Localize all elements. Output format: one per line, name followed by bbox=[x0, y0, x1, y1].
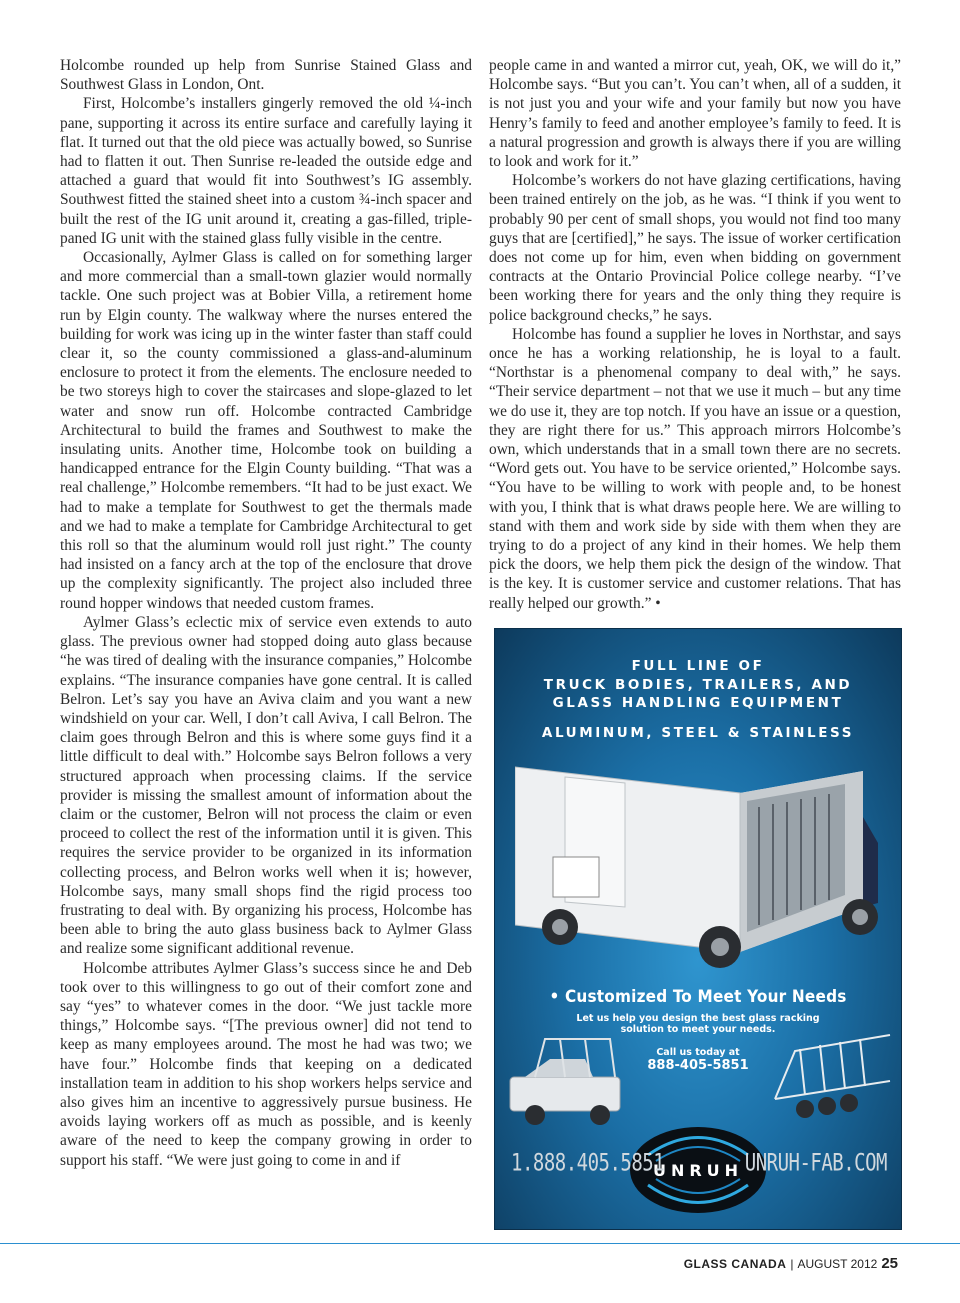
ad-headline bbox=[495, 657, 901, 713]
ad-call-label: Call us today at bbox=[656, 1047, 740, 1058]
ad-brand: UNRUH bbox=[652, 1161, 744, 1180]
ad-headline-line: GLASS HANDLING EQUIPMENT bbox=[552, 695, 844, 711]
paragraph: Holcombe has found a supplier he loves in Northstar, and says once he has a working relationship, he is loyal to a fault. “Northstar is a phenomenal company to deal with,” he says. “Their service department – not that we use it much – but any time we do use it, they are top notch. If you have an issue or a question, they are right there for us.” This approach mirrors Holcombe’s own, which understands that in a small town there are no secrets. “Word gets out. You have to be service oriented,” Holcombe says. “You have to be willing to work with people and, to be honest with you, I think that is what draws people here. We are willing to stand with them and work side by side with them when they are trying to do a project of any kind in their homes. We help them pick the doors, we help them pick the design of the window. That is the key. It is customer service and customer relations. That has really helped our growth.” • bbox=[489, 325, 901, 612]
paragraph: Holcombe rounded up help from Sunrise Stained Glass and Southwest Glass in London, Ont. bbox=[60, 57, 472, 94]
paragraph: Holcombe’s workers do not have glazing certifications, having been trained entirely on the job, as he was. “I think if you went to probably 90 per cent of small shops, you would not find too many guys that are [certified],” he says. The issue of worker certification does not come up for him, even when bidding on government contracts at the Ontario Provincial Police college nearby. “I’ve been working there for years and the only thing they require is police background checks,” he says. bbox=[489, 172, 901, 324]
unruh-advertisement[interactable] bbox=[494, 628, 902, 1230]
article-column-left bbox=[60, 56, 472, 1170]
ad-call-number[interactable]: 888-405-5851 bbox=[647, 1058, 749, 1073]
footer-rule bbox=[0, 1243, 960, 1244]
paragraph: First, Holcombe’s installers gingerly removed the old ¼-inch pane, supporting it across its entire surface and carefully laying it flat. It turned out that the old piece was actually bowed, so Sunrise had to flatten it out. Then Sunrise re-leaded the outside edge and attached a guard that would fit into Southwest’s IG assembly. Southwest fitted the stained sheet into a custom ¾-inch spacer and built the rest of the IG unit around it, creating a gas-filled, triple-paned IG unit with the stained glass fully visible in the centre. bbox=[60, 95, 472, 247]
publication-name: GLASS CANADA bbox=[683, 1257, 787, 1271]
paragraph: Aylmer Glass’s eclectic mix of service even extends to auto glass. The previous owner had stopped doing auto glass because “he was tired of dealing with the insurance companies,” Holcombe explains. “The insurance companies have gone central. It is called Belron. Let’s say you have an Aviva claim and you want a new windshield on your car. Well, I don’t call Aviva, I call Belron. The claim goes through Belron and this is where some guys find it a little difficult to deal with.” Holcombe says Belron follows a very structured approach when processing claims. If the service provider is missing the smallest amount of information about the claim or the customer, Belron will not process the claim or even proceed to collect the rest of the information until it is given. This requires the service provider to be organized in its information collecting process, and Belron works well when it is; however, Holcombe says, many small shops find the rigid process too frustrating to deal with. By organizing his process, Holcombe has been able to bring the auto glass business back to Aylmer Glass and realize some significant additional revenue. bbox=[60, 613, 472, 958]
ad-tagline: • Customized To Meet Your Needs bbox=[549, 987, 847, 1007]
issue-date: AUGUST 2012 bbox=[797, 1257, 878, 1271]
page-number: 25 bbox=[881, 1255, 898, 1272]
truck-body-image bbox=[515, 757, 881, 982]
paragraph: Holcombe attributes Aylmer Glass’s success since he and Deb took over to this willingness to go out of their comfort zone and say “yes” to whatever comes in the door. “We just tackle more things,” Holcombe says. “[The previous owner] did not tend to keep as many employees around. The most he had was two; we have four.” Holcombe finds that keeping on a dedicated installation team in addition to his shop workers helps service and also gives him an incentive to aggressively pursue business. He avoids laying workers off as much as possible, and is keenly aware of the need to keep the company growing in order to support his staff. “We were just going to come in and if bbox=[60, 959, 472, 1169]
ad-subtext-line: Let us help you design the best glass racking bbox=[576, 1013, 820, 1024]
ad-website-link[interactable]: UNRUH-FAB.COM bbox=[744, 1149, 887, 1177]
page-footer bbox=[684, 1255, 898, 1272]
article-column-right bbox=[489, 56, 901, 613]
ad-headline-line: FULL LINE OF bbox=[631, 658, 765, 674]
ad-phone[interactable]: 1.888.405.5851 bbox=[511, 1149, 665, 1177]
paragraph: Occasionally, Aylmer Glass is called on for something larger and more commercial than a small-town glazier would normally tackle. One such project was at Bobier Villa, a retirement home run by Elgin county. The walkway where the nurses entered the building for work was icing up in the winter faster than staff could clear it, so the county commissioned a glass-and-aluminum enclosure to protect it from the elements. The enclosure needed to be two storeys high to cover the staircases and slope-glazed to let water and snow run off. Holcombe contracted Cambridge Architectural to build the frames and Southwest to make the insulating units. Another time, Holcombe took on building a handicapped entrance for the Elgin County building. “That was a real challenge,” Holcombe remembers. “It had to be just exact. We had to make a template for Southwest to get the thermals made and we had to make a template for Cambridge Architectural to get this roll so that the aluminum would roll just right.” The county had insisted on a fancy arch at the top of the enclosure that drove up the complexity significantly. The project also included three round hopper windows that needed custom frames. bbox=[60, 249, 472, 612]
paragraph: people came in and wanted a mirror cut, yeah, OK, we will do it,” Holcombe says. “But you can’t. You can’t when, all of a sudden, it is not just you and your wife and your family but now you have Henry’s family to feed and another employee’s family to feed. It is a natural progression and growth is always there if you are willing to look and work for it.” bbox=[489, 57, 901, 171]
ad-call-box bbox=[635, 1047, 761, 1073]
glass-rack-trailer-image bbox=[505, 1029, 891, 1129]
ad-materials: ALUMINUM, STEEL & STAINLESS bbox=[541, 725, 855, 741]
footer-separator: | bbox=[790, 1257, 794, 1271]
ad-subtext-line: solution to meet your needs. bbox=[620, 1024, 776, 1035]
ad-headline-line: TRUCK BODIES, TRAILERS, AND bbox=[543, 676, 853, 693]
